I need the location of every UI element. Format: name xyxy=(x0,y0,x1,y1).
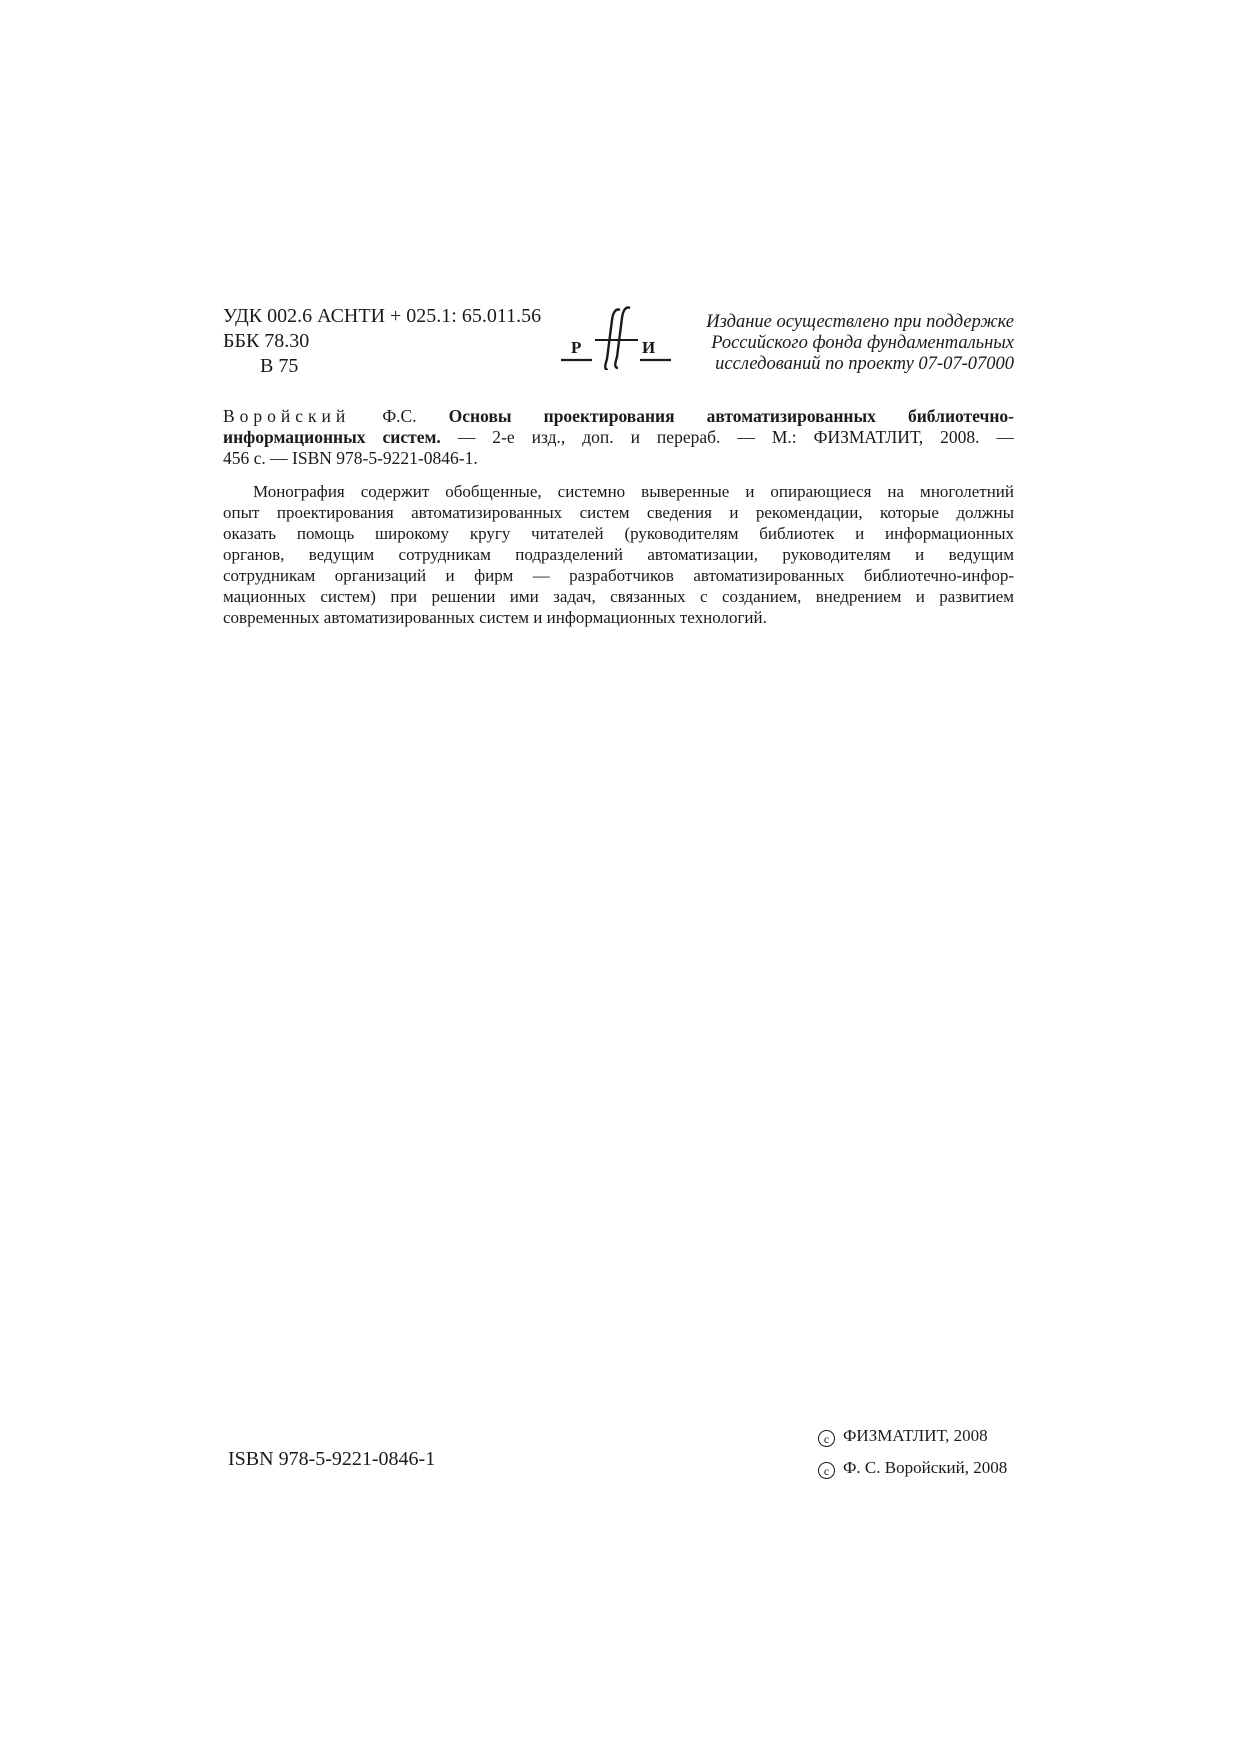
abstract-line: органов, ведущим сотрудникам подразделений автоматизации, руководителям и ведущим xyxy=(223,545,1014,564)
support-note-line: Российского фонда фундаментальных xyxy=(711,333,1014,353)
support-note xyxy=(678,312,1014,375)
edition-info: — 2-е изд., доп. и перераб. — М.: ФИЗМАТЛИТ, 2008. — xyxy=(457,427,1014,447)
abstract-line: Монография содержит обобщенные, системно выверенные и опирающиеся на многолетний xyxy=(253,482,1014,501)
abstract-line: опыт проектирования автоматизированных систем сведения и рекомендации, которые должны xyxy=(223,503,1014,522)
copyright-icon: c xyxy=(818,1462,835,1479)
copyright-block xyxy=(818,1420,1007,1484)
udc-code: УДК 002.6 АСНТИ + 025.1: 65.011.56 xyxy=(223,305,542,327)
support-note-line: Издание осуществлено при поддержке xyxy=(706,312,1014,332)
abstract-line: сотрудникам организаций и фирм — разработчиков автоматизированных библиотечно-инфор- xyxy=(223,566,1014,585)
copyright-publisher: c ФИЗМАТЛИТ, 2008 xyxy=(818,1420,1007,1452)
footer-isbn: ISBN 978-5-9221-0846-1 xyxy=(228,1448,436,1470)
author-name: Воройский xyxy=(223,406,351,426)
book-title: Основы проектирования автоматизированных библиотечно- xyxy=(448,406,1014,426)
author-initials: Ф.С. xyxy=(382,406,417,426)
copyright-icon: c xyxy=(818,1430,835,1447)
logo-letter-left: Р xyxy=(571,338,582,357)
abstract-line: современных автоматизированных систем и информационных технологий. xyxy=(223,608,767,627)
classification-block xyxy=(223,304,541,379)
book-title-cont: информационных систем. xyxy=(223,427,441,447)
rffi-logo xyxy=(558,304,674,370)
author-mark: В 75 xyxy=(260,355,299,377)
bibliographic-entry xyxy=(223,406,1014,469)
bbk-code: ББК 78.30 xyxy=(223,330,310,352)
abstract-line: мационных систем) при решении ими задач, связанных с созданием, внедрением и развитием xyxy=(223,587,1014,606)
logo-letter-right: И xyxy=(642,338,656,357)
copyright-author: c Ф. С. Воройский, 2008 xyxy=(818,1452,1007,1484)
pages-isbn: 456 с. — ISBN 978-5-9221-0846-1. xyxy=(223,448,478,468)
abstract xyxy=(223,481,1014,628)
support-note-line: исследований по проекту 07-07-07000 xyxy=(715,354,1014,374)
abstract-line: оказать помощь широкому кругу читателей (руководителям библиотек и информационных xyxy=(223,524,1014,543)
